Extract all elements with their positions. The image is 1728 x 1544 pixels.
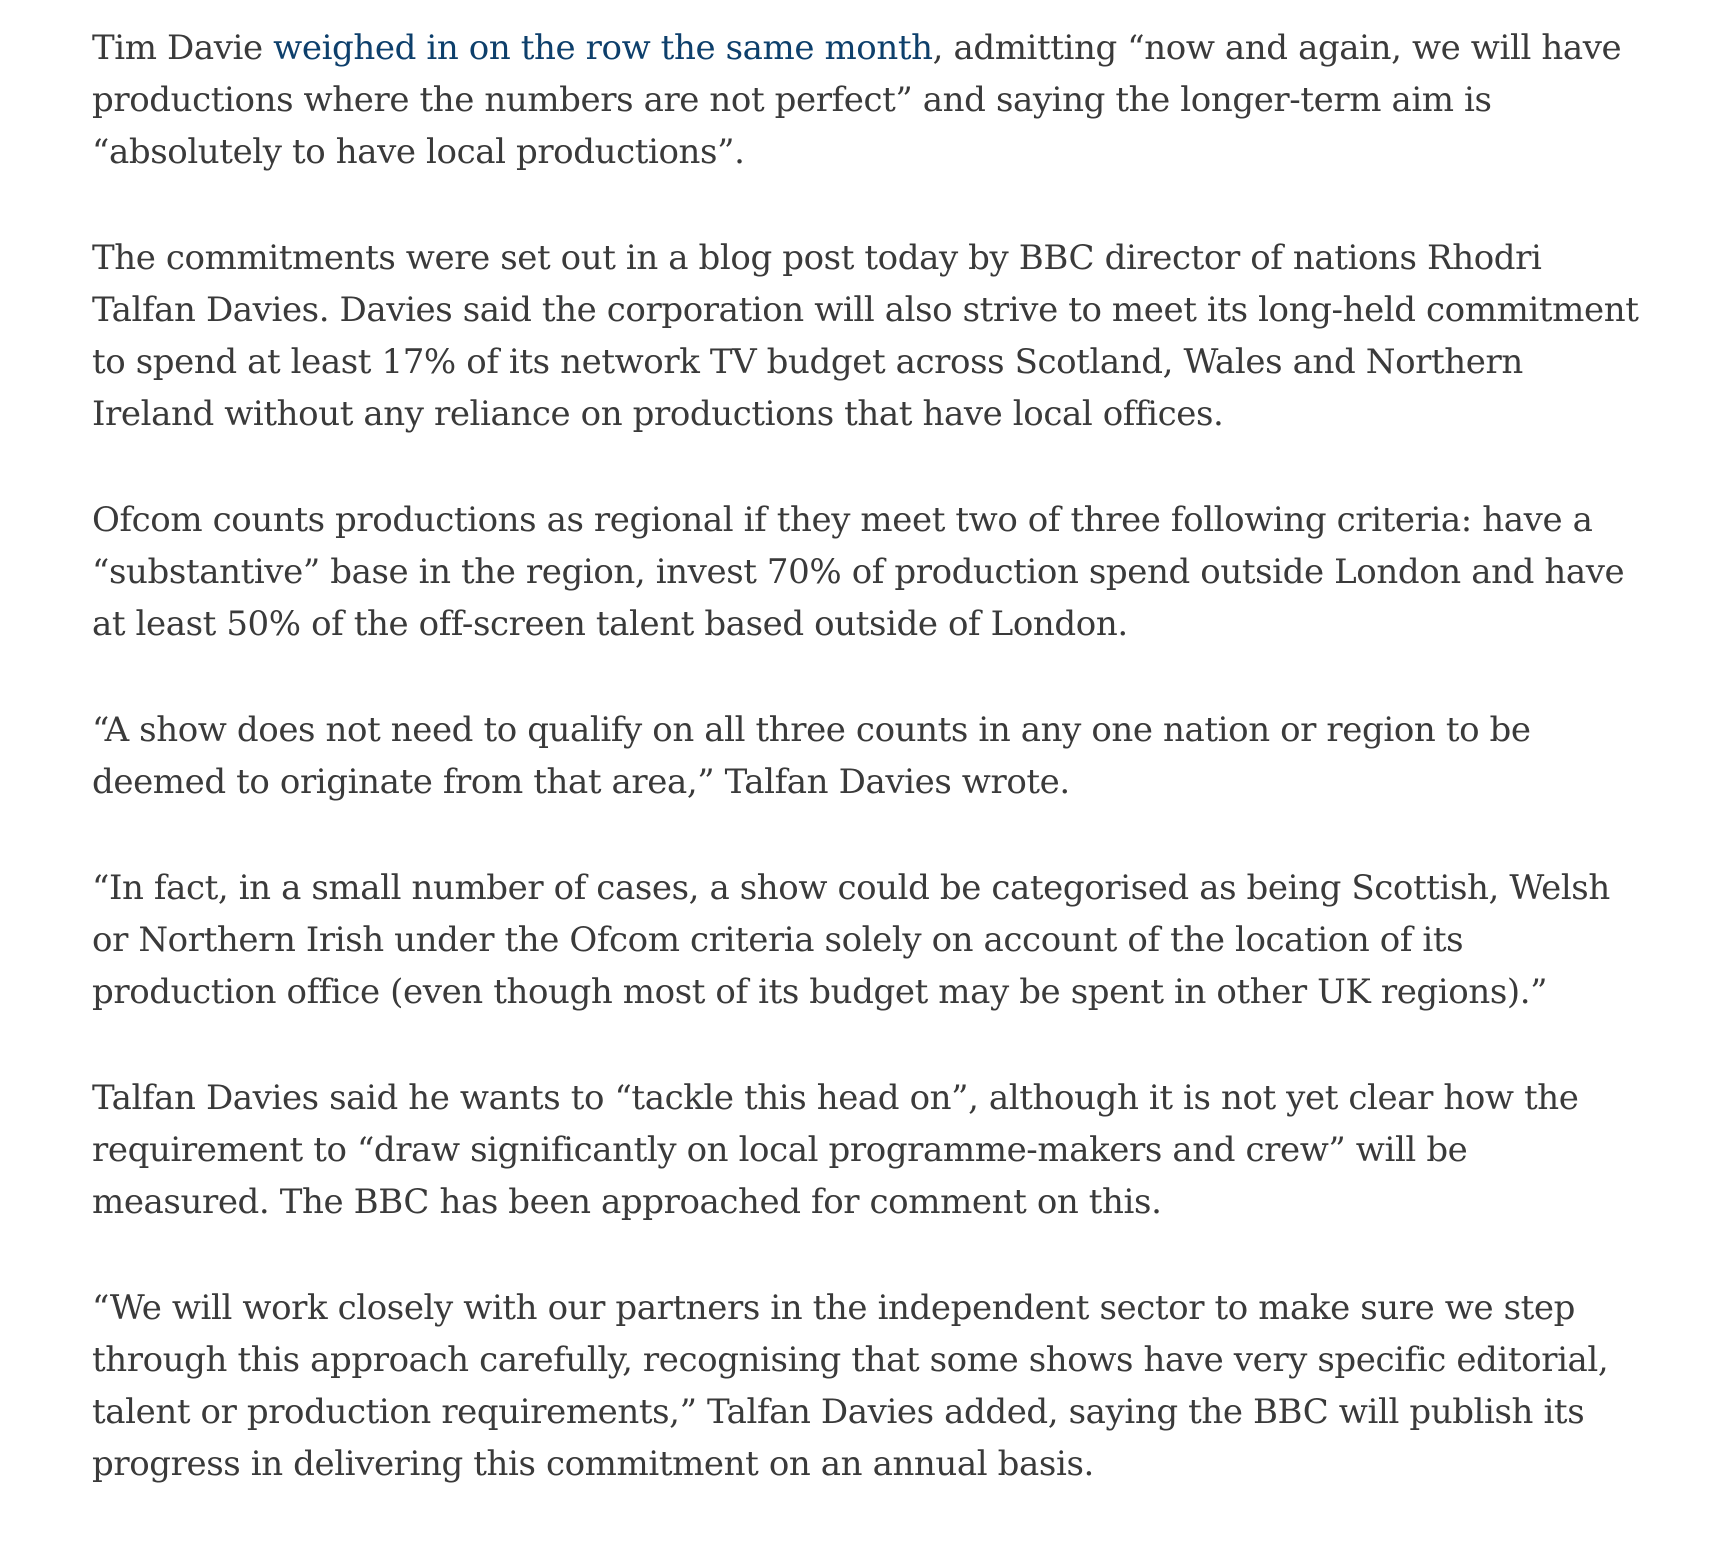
paragraph-6: Talfan Davies said he wants to “tackle this head on”, although it is not yet clear how the requirement to “draw significantly on local programme-makers and crew” will be measured. The BBC has been approached for comment on this. <box>92 1078 1579 1222</box>
paragraph-1-rest: , admitting “now and again, we will have productions where the numbers are not perfect” and saying the longer-term aim is “absolutely to have local productions”. <box>92 28 1622 172</box>
paragraph-1-lead: Tim Davie <box>92 28 274 68</box>
paragraph-2: The commitments were set out in a blog post today by BBC director of nations Rhodri Talfan Davies. Davies said the corporation will also strive to meet its long-held commitment to spend at least 17% of its network TV budget across Scotland, Wales and Northern Ireland without any reliance on productions that have local offices. <box>92 238 1639 434</box>
article-body <box>92 22 1652 1544</box>
paragraph-3: Ofcom counts productions as regional if they meet two of three following criteria: have a “substantive” base in the region, invest 70% of production spend outside London and have at least 50% of the off-screen talent based outside of London. <box>92 500 1625 644</box>
weighed-in-link[interactable]: weighed in on the row the same month <box>273 28 933 68</box>
paragraph-7: “We will work closely with our partners in the independent sector to make sure we step through this approach carefully, recognising that some shows have very specific editorial, talent or production requirements,” Talfan Davies added, saying the BBC will publish its progress in delivering this commitment on an annual basis. <box>92 1288 1609 1484</box>
paragraph-4: “A show does not need to qualify on all three counts in any one nation or region to be deemed to originate from that area,” Talfan Davies wrote. <box>92 710 1531 802</box>
paragraph-1 <box>92 22 1652 178</box>
paragraph-5: “In fact, in a small number of cases, a show could be categorised as being Scottish, Welsh or Northern Irish under the Ofcom criteria solely on account of the location of its production office (even though most of its budget may be spent in other UK regions).” <box>92 868 1610 1012</box>
